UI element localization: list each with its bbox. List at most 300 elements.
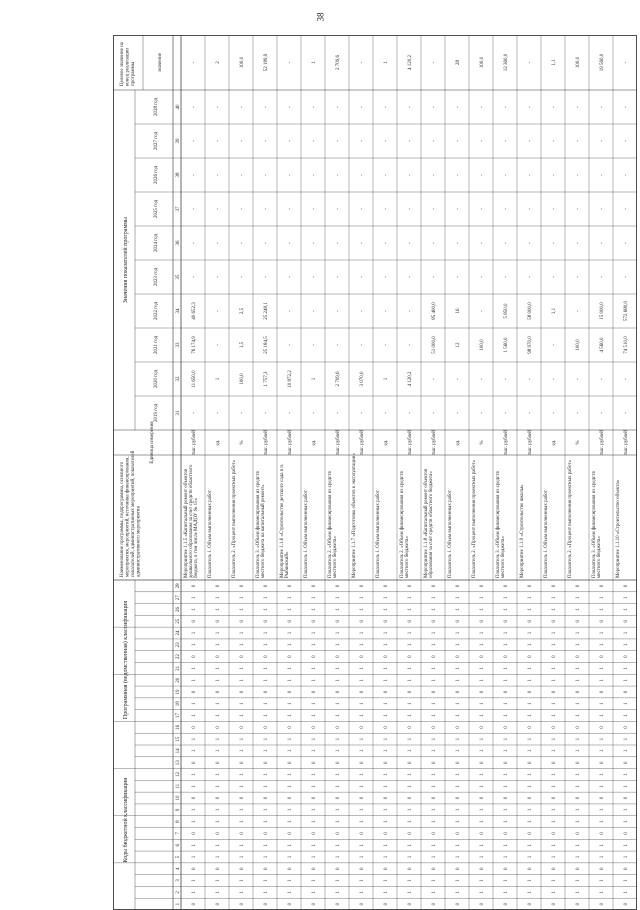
code-digit: 1 — [600, 667, 605, 670]
code-column-number: 21 — [176, 665, 181, 671]
code-digit: 0 — [576, 867, 581, 870]
row-value: - — [192, 140, 197, 142]
code-column-number: 14 — [176, 748, 181, 754]
row-value: - — [480, 174, 485, 176]
code-digit: 0 — [360, 902, 365, 906]
code-digit: 0 — [384, 902, 389, 906]
code-digit: 1 — [240, 749, 245, 753]
code-digit: 1 — [264, 678, 269, 682]
code-digit: 0 — [504, 796, 509, 800]
column-number: 40 — [176, 104, 181, 110]
code-digit: 0 — [528, 584, 533, 588]
code-digit: 1 — [432, 737, 437, 741]
row-name: Показатель 2. «Объем финансирования из средствместного бюджета» — [328, 471, 338, 578]
year-header: 2021 год — [154, 335, 159, 355]
row-target: 1 — [312, 61, 317, 64]
code-digit: 0 — [432, 655, 437, 658]
code-digit: 0 — [288, 867, 293, 870]
row-value: - — [216, 106, 221, 108]
code-digit: 1 — [384, 749, 389, 753]
row-value: - — [408, 106, 413, 108]
code-column-number: 10 — [176, 795, 181, 801]
code-digit: 1 — [360, 855, 365, 859]
code-digit: 0 — [624, 796, 629, 800]
code-digit: 1 — [480, 631, 485, 635]
row-value: - — [288, 310, 293, 312]
code-digit: 0 — [240, 726, 245, 729]
code-column-number: 12 — [176, 771, 181, 777]
row-value: - — [600, 242, 605, 244]
code-digit: 1 — [408, 608, 413, 611]
code-digit: 0 — [456, 867, 461, 870]
unit-column-header: Единица измерения — [150, 421, 155, 464]
code-digit: 0 — [264, 761, 269, 764]
row-value: - — [408, 310, 413, 312]
code-digit: 0 — [312, 726, 317, 729]
code-digit: 0 — [408, 620, 413, 623]
code-digit: 1 — [360, 714, 365, 717]
code-digit: 0 — [576, 655, 581, 658]
row-unit: тыс. рублей — [336, 430, 341, 455]
code-digit: 0 — [336, 655, 341, 658]
code-digit: 1 — [336, 843, 341, 847]
code-digit: 1 — [360, 596, 365, 599]
code-digit: 1 — [456, 820, 461, 823]
row-unit: тыс. рублей — [360, 430, 365, 455]
code-digit: 1 — [552, 737, 557, 741]
row-value: - — [240, 106, 245, 108]
code-digit: 0 — [192, 655, 197, 658]
code-digit: 1 — [624, 631, 629, 635]
row-value: - — [504, 276, 509, 278]
row-value: 76 174,9 — [192, 336, 197, 354]
code-digit: 0 — [216, 726, 221, 729]
code-column-number: 1 — [176, 902, 181, 906]
code-digit: 1 — [600, 678, 605, 682]
code-digit: 0 — [192, 690, 197, 694]
code-digit: 0 — [264, 690, 269, 694]
code-digit: 1 — [552, 855, 557, 859]
code-digit: 0 — [528, 867, 533, 870]
code-digit: 0 — [624, 690, 629, 694]
code-digit: 1 — [528, 843, 533, 847]
code-digit: 1 — [192, 879, 197, 882]
row-unit: % — [240, 440, 245, 445]
code-digit: 0 — [600, 690, 605, 694]
code-digit: 1 — [216, 749, 221, 753]
code-digit: 0 — [504, 902, 509, 906]
row-value: - — [360, 140, 365, 142]
row-value: - — [336, 208, 341, 210]
code-column-number: 6 — [176, 843, 181, 847]
code-digit: 1 — [552, 749, 557, 753]
code-digit: 1 — [216, 891, 221, 894]
code-digit: 0 — [360, 584, 365, 588]
row-value: - — [624, 378, 629, 380]
code-digit: 1 — [432, 785, 437, 788]
code-digit: 1 — [504, 608, 509, 611]
code-digit: 1 — [432, 891, 437, 894]
column-number: 32 — [176, 376, 181, 382]
code-column-number: 24 — [176, 630, 181, 636]
column-number: 36 — [176, 240, 181, 246]
year-header: 2028 год — [154, 97, 159, 117]
code-digit: 1 — [600, 773, 605, 776]
code-digit: 1 — [432, 843, 437, 847]
code-digit: 1 — [288, 608, 293, 611]
code-digit: 1 — [336, 820, 341, 823]
row-name: Мероприятие 1.1.10 «Строительство объекта» — [616, 479, 621, 578]
code-digit: 1 — [552, 808, 557, 812]
code-digit: 1 — [456, 843, 461, 847]
code-digit: 0 — [456, 690, 461, 694]
row-unit: тыс. рублей — [264, 430, 269, 455]
code-digit: 1 — [480, 702, 485, 705]
code-digit: 0 — [264, 902, 269, 906]
row-value: - — [576, 208, 581, 210]
code-digit: 0 — [504, 726, 509, 729]
row-value: - — [624, 412, 629, 414]
code-column-number: 9 — [176, 808, 181, 812]
code-digit: 1 — [240, 879, 245, 882]
year-header: 2020 год — [154, 369, 159, 389]
code-digit: 0 — [288, 655, 293, 658]
row-name: Мероприятие 1.1.9 «Строительство школы» — [520, 484, 525, 578]
row-value: - — [624, 276, 629, 278]
row-value: - — [240, 242, 245, 244]
code-digit: 1 — [432, 879, 437, 882]
code-digit: 1 — [336, 678, 341, 682]
column-number: 38 — [176, 172, 181, 178]
code-digit: 1 — [360, 749, 365, 753]
code-digit: 0 — [528, 902, 533, 906]
code-digit: 0 — [336, 902, 341, 906]
code-digit: 0 — [408, 655, 413, 658]
row-value: - — [504, 208, 509, 210]
code-digit: 1 — [408, 820, 413, 823]
row-value: - — [504, 242, 509, 244]
row-target: - — [624, 61, 629, 64]
code-digit: 0 — [504, 832, 509, 835]
code-digit: 0 — [240, 761, 245, 764]
code-digit: 1 — [408, 808, 413, 812]
row-value: 2,5 — [240, 307, 245, 315]
code-digit: 1 — [600, 820, 605, 823]
row-value: - — [480, 140, 485, 142]
code-digit: 1 — [432, 773, 437, 776]
code-column-number: 13 — [176, 760, 181, 766]
row-unit: ед. — [456, 439, 461, 446]
code-digit: 0 — [384, 867, 389, 870]
code-digit: 0 — [576, 796, 581, 800]
row-name: Мероприятие 1.1.6 «Строительство детского сада в п.Рыбинский» — [280, 463, 290, 578]
code-digit: 0 — [192, 726, 197, 729]
code-digit: 1 — [264, 608, 269, 611]
code-digit: 0 — [600, 620, 605, 623]
code-digit: 1 — [360, 843, 365, 847]
code-digit: 0 — [408, 761, 413, 764]
row-value: - — [408, 208, 413, 210]
code-digit: 0 — [600, 867, 605, 870]
code-digit: 1 — [576, 773, 581, 776]
code-column-number: 23 — [176, 642, 181, 648]
row-unit: ед. — [552, 439, 557, 446]
code-digit: 1 — [624, 820, 629, 823]
row-value: - — [456, 242, 461, 244]
code-digit: 0 — [360, 726, 365, 729]
code-digit: 1 — [312, 808, 317, 812]
code-digit: 1 — [432, 608, 437, 611]
row-value: - — [600, 276, 605, 278]
row-value: - — [624, 174, 629, 176]
code-digit: 1 — [336, 667, 341, 670]
code-digit: 0 — [336, 690, 341, 694]
code-digit: 0 — [408, 690, 413, 694]
code-digit: 1 — [480, 596, 485, 599]
code-column-number: 17 — [176, 713, 181, 719]
code-digit: 1 — [384, 737, 389, 741]
row-value: - — [600, 106, 605, 108]
code-digit: 1 — [600, 714, 605, 717]
code-digit: 1 — [312, 820, 317, 823]
code-digit: 1 — [336, 891, 341, 894]
code-digit: 1 — [528, 785, 533, 788]
code-digit: 1 — [432, 702, 437, 705]
code-digit: 1 — [480, 808, 485, 812]
code-digit: 1 — [552, 714, 557, 717]
row-unit: % — [576, 440, 581, 445]
code-digit: 1 — [576, 737, 581, 741]
code-digit: 0 — [552, 867, 557, 870]
code-digit: 0 — [360, 832, 365, 835]
code-digit: 1 — [600, 785, 605, 788]
code-digit: 0 — [552, 761, 557, 764]
code-digit: 1 — [264, 773, 269, 776]
row-value: 25 184,5 — [264, 336, 269, 354]
code-digit: 1 — [480, 785, 485, 788]
code-digit: 1 — [624, 773, 629, 776]
row-unit: тыс. рублей — [192, 430, 197, 455]
code-digit: 0 — [312, 796, 317, 800]
row-value: - — [504, 378, 509, 380]
code-digit: 1 — [504, 714, 509, 717]
row-value: - — [600, 208, 605, 210]
code-digit: 1 — [384, 785, 389, 788]
row-value: - — [360, 310, 365, 312]
column-number: 33 — [176, 342, 181, 348]
code-digit: 0 — [312, 902, 317, 906]
code-column-number: 16 — [176, 724, 181, 730]
row-target: - — [432, 61, 437, 64]
row-value: - — [336, 140, 341, 142]
code-digit: 1 — [576, 702, 581, 705]
code-digit: 1 — [336, 596, 341, 599]
code-digit: 1 — [240, 773, 245, 776]
code-digit: 1 — [480, 855, 485, 859]
code-column-number: 2 — [176, 891, 181, 894]
code-digit: 1 — [456, 808, 461, 812]
code-digit: 0 — [336, 796, 341, 800]
code-digit: 1 — [264, 843, 269, 847]
code-digit: 0 — [312, 655, 317, 658]
code-digit: 1 — [600, 702, 605, 705]
code-digit: 0 — [240, 867, 245, 870]
code-digit: 1 — [528, 773, 533, 776]
code-digit: 1 — [552, 667, 557, 670]
code-digit: 1 — [360, 773, 365, 776]
code-digit: 1 — [360, 737, 365, 741]
year-header: 2024 год — [154, 233, 159, 253]
code-digit: 1 — [408, 714, 413, 717]
code-column-number: 18 — [176, 701, 181, 707]
row-name: Мероприятие 1.1.8 «Капитальный ремонт объектовобразования за счет средств областного бюджета» — [424, 468, 434, 578]
code-digit: 1 — [192, 631, 197, 635]
code-digit: 1 — [216, 608, 221, 611]
code-digit: 1 — [480, 843, 485, 847]
row-target: 4 120,2 — [408, 55, 413, 70]
code-digit: 1 — [624, 879, 629, 882]
code-digit: 1 — [456, 702, 461, 705]
code-digit: 0 — [576, 690, 581, 694]
code-digit: 0 — [336, 584, 341, 588]
row-value: - — [624, 106, 629, 108]
row-target: 100,0 — [240, 56, 245, 69]
code-digit: 1 — [528, 737, 533, 741]
row-value: 100,0 — [576, 339, 581, 351]
code-digit: 0 — [216, 690, 221, 694]
code-digit: 0 — [432, 584, 437, 588]
code-digit: 0 — [528, 761, 533, 764]
code-digit: 1 — [600, 631, 605, 635]
code-digit: 1 — [504, 891, 509, 894]
code-digit: 1 — [264, 714, 269, 717]
code-digit: 1 — [216, 643, 221, 647]
row-value: - — [312, 140, 317, 142]
row-name: Показатель 1. Объем выполненных работ — [304, 490, 309, 578]
code-digit: 1 — [600, 643, 605, 647]
row-value: - — [432, 378, 437, 380]
code-digit: 1 — [360, 678, 365, 682]
code-digit: 0 — [600, 761, 605, 764]
code-digit: 1 — [504, 855, 509, 859]
row-value: - — [432, 140, 437, 142]
code-digit: 1 — [576, 631, 581, 635]
row-value: - — [408, 412, 413, 414]
code-digit: 1 — [528, 820, 533, 823]
code-digit: 0 — [432, 832, 437, 835]
row-target: 12 360,0 — [504, 53, 509, 72]
code-digit: 0 — [408, 584, 413, 588]
code-digit: 0 — [432, 690, 437, 694]
row-value: - — [312, 106, 317, 108]
row-value: - — [576, 106, 581, 108]
code-digit: 1 — [552, 631, 557, 635]
row-value: 40 652,3 — [192, 302, 197, 320]
row-target: 1 — [384, 61, 389, 64]
code-digit: 0 — [264, 584, 269, 588]
code-digit: 1 — [408, 785, 413, 788]
code-digit: 0 — [264, 620, 269, 623]
row-value: - — [600, 140, 605, 142]
code-digit: 1 — [552, 820, 557, 823]
code-digit: 1 — [312, 891, 317, 894]
row-value: - — [528, 412, 533, 414]
row-value: - — [240, 276, 245, 278]
row-value: - — [312, 310, 317, 312]
code-digit: 1 — [384, 820, 389, 823]
code-digit: 1 — [624, 785, 629, 788]
row-value: 85 400,0 — [432, 302, 437, 320]
code-digit: 1 — [576, 608, 581, 611]
code-digit: 1 — [336, 714, 341, 717]
row-value: - — [288, 276, 293, 278]
code-digit: 0 — [552, 796, 557, 800]
row-target: 19 560,0 — [600, 53, 605, 72]
code-digit: 1 — [312, 714, 317, 717]
row-value: - — [264, 174, 269, 176]
code-digit: 1 — [552, 879, 557, 882]
row-value: - — [624, 140, 629, 142]
code-digit: 1 — [312, 785, 317, 788]
code-digit: 1 — [216, 808, 221, 812]
row-value: - — [600, 378, 605, 380]
row-value: - — [288, 174, 293, 176]
code-digit: 0 — [600, 655, 605, 658]
row-value: - — [192, 276, 197, 278]
row-value: 2 709,6 — [336, 371, 341, 387]
row-value: - — [336, 310, 341, 312]
code-digit: 1 — [576, 820, 581, 823]
code-digit: 0 — [552, 620, 557, 623]
code-digit: 1 — [384, 702, 389, 705]
row-target: 1,1 — [552, 59, 557, 66]
code-digit: 1 — [288, 855, 293, 859]
code-digit: 1 — [360, 631, 365, 635]
row-value: - — [552, 174, 557, 176]
row-name: Показатель 1. Объем выполненных работ — [448, 490, 453, 578]
code-digit: 0 — [192, 902, 197, 906]
code-digit: 1 — [504, 596, 509, 599]
row-unit: ед. — [216, 439, 221, 446]
code-digit: 0 — [192, 796, 197, 800]
row-name: Показатель 2. «Процент выполнения проектных работ» — [568, 459, 573, 578]
code-digit: 1 — [480, 667, 485, 670]
row-value: - — [240, 174, 245, 176]
code-digit: 1 — [240, 808, 245, 812]
code-digit: 0 — [384, 832, 389, 835]
code-digit: 1 — [624, 843, 629, 847]
code-digit: 0 — [312, 761, 317, 764]
code-digit: 1 — [384, 608, 389, 611]
code-digit: 1 — [576, 891, 581, 894]
rotated-table — [113, 35, 637, 910]
code-digit: 0 — [264, 655, 269, 658]
code-digit: 0 — [624, 620, 629, 623]
code-digit: 1 — [312, 678, 317, 682]
code-digit: 0 — [528, 796, 533, 800]
code-digit: 1 — [600, 608, 605, 611]
code-digit: 0 — [216, 832, 221, 835]
code-digit: 1 — [624, 678, 629, 682]
row-value: 25 248,1 — [264, 302, 269, 320]
row-value: - — [480, 106, 485, 108]
year-header: 2027 год — [154, 131, 159, 151]
code-digit: 1 — [504, 702, 509, 705]
code-digit: 1 — [552, 596, 557, 599]
code-digit: 1 — [504, 879, 509, 882]
code-digit: 1 — [552, 702, 557, 705]
code-digit: 0 — [216, 584, 221, 588]
